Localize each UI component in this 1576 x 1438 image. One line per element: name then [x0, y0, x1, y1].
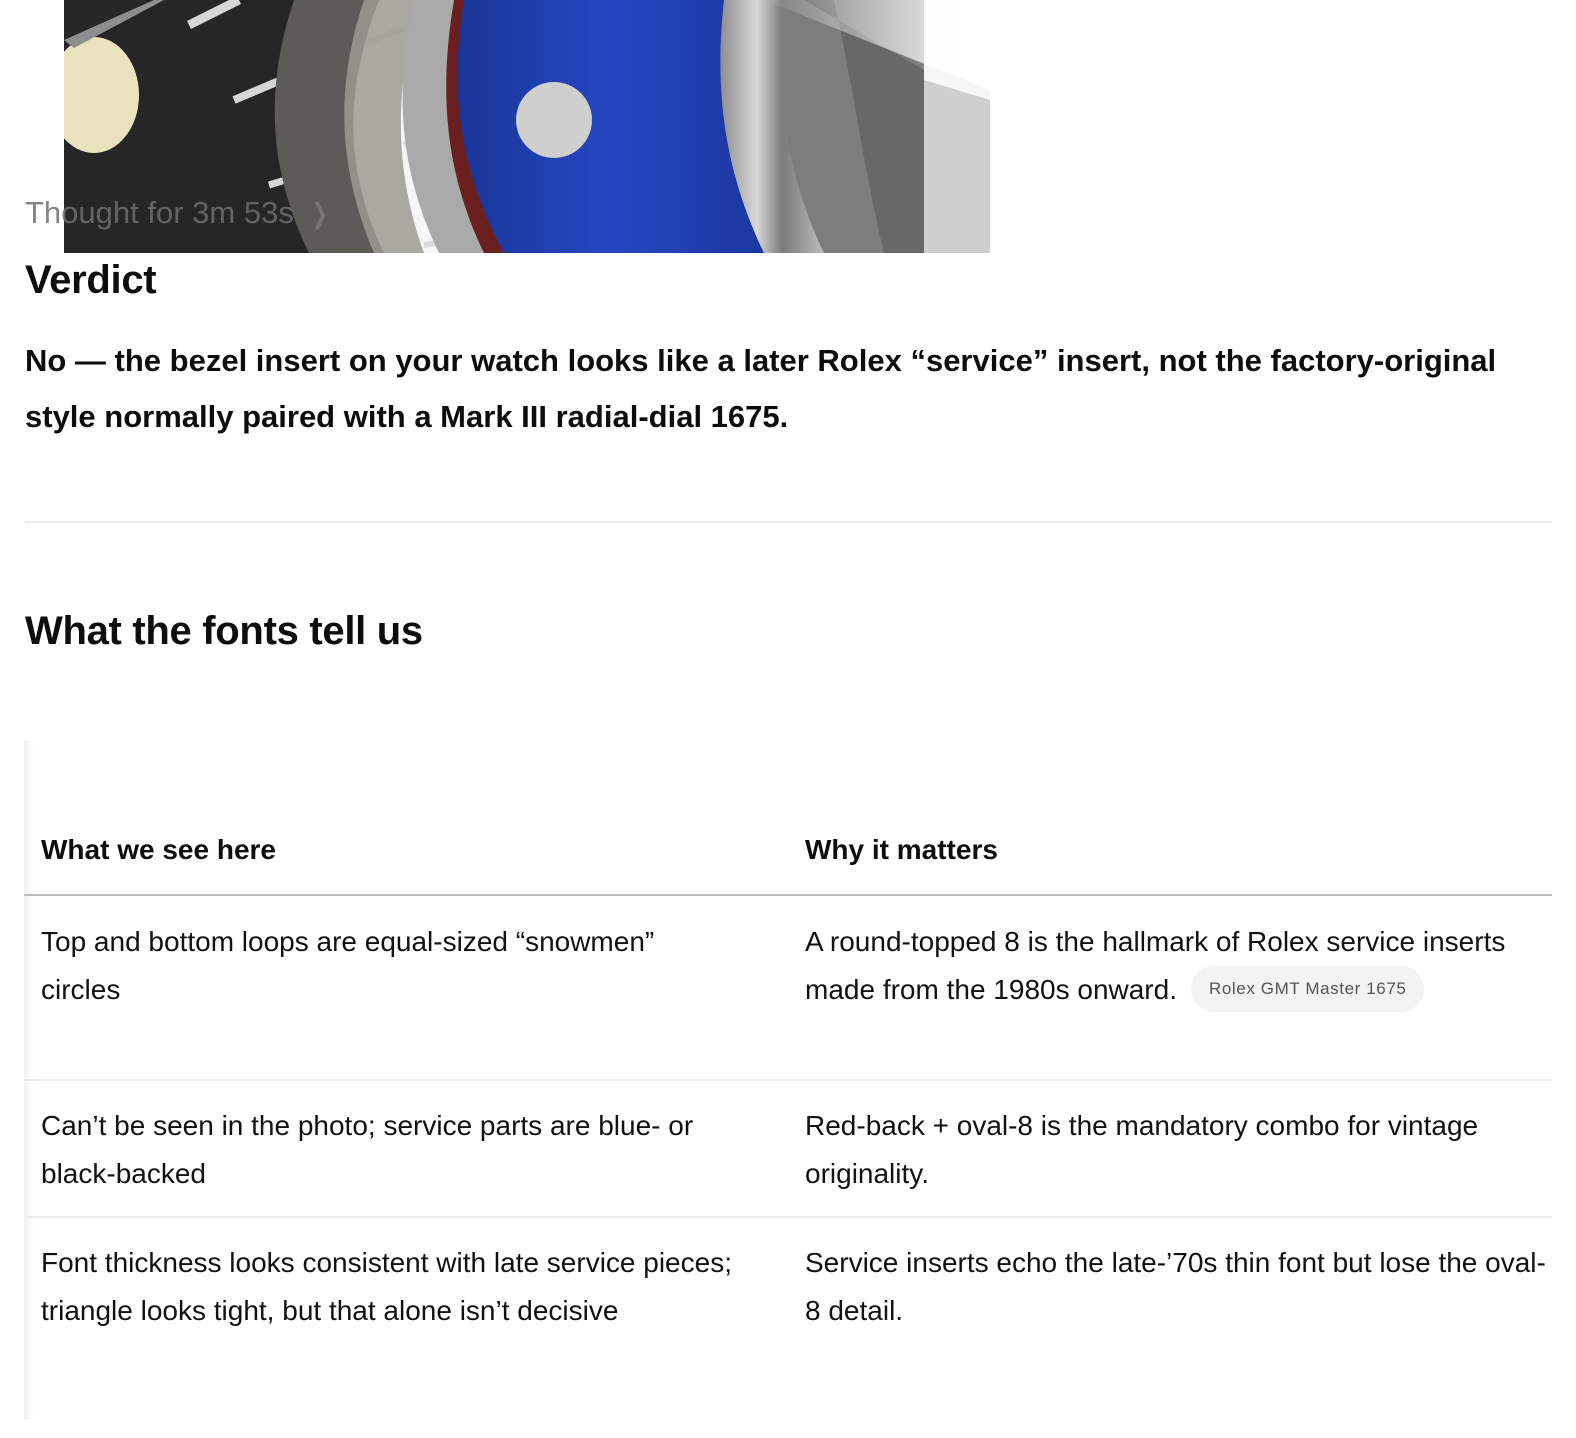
table-row-2-seen: Can’t be seen in the photo; service parts are blue- or black-backed: [41, 1110, 694, 1189]
table-row-1-why-text: A round-topped 8 is the hallmark of Rolex service inserts made from the 1980s onward.: [805, 926, 1506, 1005]
table-header-seen: What we see here: [41, 834, 276, 865]
section-divider: [25, 521, 1552, 523]
fonts-section-heading: What the fonts tell us: [25, 609, 423, 653]
table-row-3-seen: Font thickness looks consistent with late service pieces; triangle looks tight, but that alone isn’t decisive: [41, 1247, 732, 1326]
thought-duration-toggle[interactable]: [25, 193, 331, 233]
verdict-paragraph: No — the bezel insert on your watch looks like a later Rolex “service” insert, not the factory-original style normally paired with a Mark III radial-dial 1675.: [25, 343, 1497, 434]
table-header-why: Why it matters: [805, 834, 998, 865]
thought-duration-label: Thought for 3m 53s: [25, 195, 294, 230]
citation-badge[interactable]: Rolex GMT Master 1675: [1191, 966, 1424, 1012]
comparison-table: [24, 740, 1552, 1420]
table-row-divider: [24, 1216, 1552, 1218]
table-row-divider: [24, 1079, 1552, 1081]
table-header-rule: [24, 894, 1552, 896]
verdict-heading: Verdict: [25, 258, 157, 302]
table-row-1-seen: Top and bottom loops are equal-sized “snowmen” circles: [41, 926, 655, 1005]
table-row-2-why: Red-back + oval-8 is the mandatory combo for vintage originality.: [805, 1110, 1479, 1189]
chevron-right-icon: ❯: [311, 197, 328, 229]
table-row-3-why: Service inserts echo the late-’70s thin font but lose the oval-8 detail.: [805, 1247, 1546, 1326]
table-row-1-why: [805, 918, 1550, 1015]
